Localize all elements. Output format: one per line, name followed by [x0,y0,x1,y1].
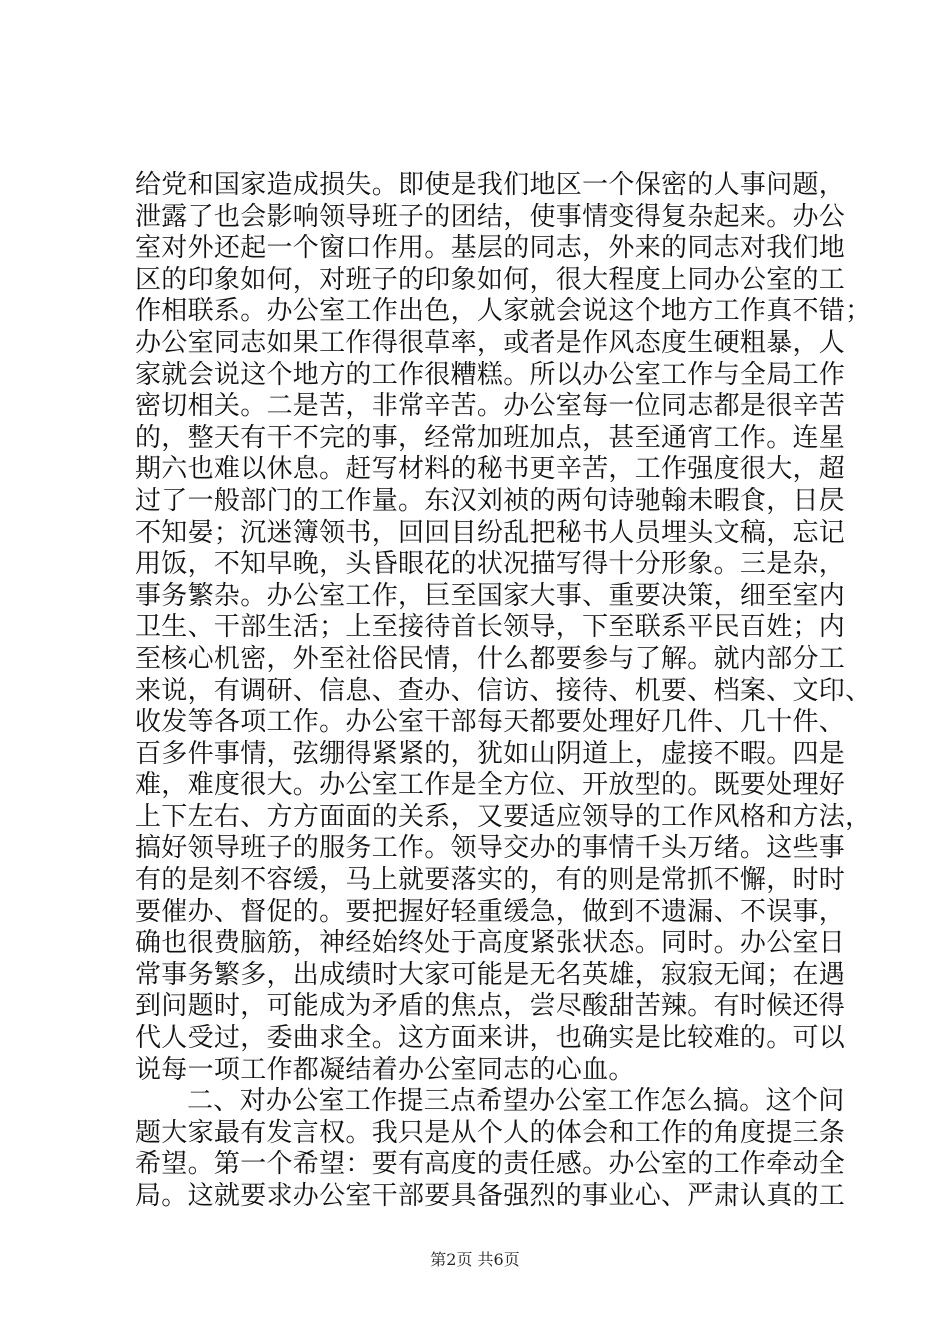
text-line: 来说，有调研、信息、查办、信访、接待、机要、档案、文印、 [135,675,872,706]
text-line: 希望。第一个希望：要有高度的责任感。办公室的工作牵动全 [135,1149,846,1180]
text-line: 要催办、督促的。要把握好轻重缓急，做到不遗漏、不误事， [135,896,846,927]
page-footer: 第2页 共6页 [430,1250,520,1269]
text-line: 过了一般部门的工作量。东汉刘祯的两句诗驰翰未暇食，日昃 [135,485,846,516]
text-line: 区的印象如何，对班子的印象如何，很大程度上同办公室的工 [135,264,846,295]
text-line: 办公室同志如果工作得很草率，或者是作风态度生硬粗暴，人 [135,327,846,358]
text-line: 家就会说这个地方的工作很糟糕。所以办公室工作与全局工作 [135,359,846,390]
text-line: 常事务繁多，出成绩时大家可能是无名英雄，寂寂无闻；在遇 [135,959,846,990]
text-line: 作相联系。办公室工作出色，人家就会说这个地方工作真不错； [135,296,872,327]
document-body [135,170,872,1213]
text-line: 局。这就要求办公室干部要具备强烈的事业心、严肃认真的工 [135,1181,846,1211]
text-line: 用饭，不知早晚，头昏眼花的状况描写得十分形象。三是杂， [135,549,846,580]
text-line: 期六也难以休息。赶写材料的秘书更辛苦，工作强度很大，超 [135,454,846,485]
text-line: 卫生、干部生活；上至接待首长领导，下至联系平民百姓；内 [135,612,846,643]
text-line: 确也很费脑筋，神经始终处于高度紧张状态。同时。办公室日 [135,928,846,959]
text-line: 不知晏；沉迷簿领书，回回目纷乱把秘书人员埋头文稿，忘记 [135,517,846,548]
text-line: 至核心机密，外至社俗民情，什么都要参与了解。就内部分工 [135,643,846,674]
text-line: 百多件事情，弦绷得紧紧的，犹如山阴道上，虚接不暇。四是 [135,738,846,769]
text-line: 说每一项工作都凝结着办公室同志的心血。 [135,1054,635,1085]
text-line: 上下左右、方方面面的关系，又要适应领导的工作风格和方法， [135,801,872,832]
text-line: 的，整天有干不完的事，经常加班加点，甚至通宵工作。连星 [135,422,846,453]
text-line: 到问题时，可能成为矛盾的焦点，尝尽酸甜苦辣。有时候还得 [135,991,846,1022]
text-line: 二、对办公室工作提三点希望办公室工作怎么搞。这个问 [187,1086,845,1117]
text-line: 难，难度很大。办公室工作是全方位、开放型的。既要处理好 [135,770,846,801]
text-line: 事务繁杂。办公室工作，巨至国家大事、重要决策，细至室内 [135,580,846,611]
text-line: 给党和国家造成损失。即使是我们地区一个保密的人事问题， [135,170,846,200]
text-line: 密切相关。二是苦，非常辛苦。办公室每一位同志都是很辛苦 [135,391,846,422]
text-line: 收发等各项工作。办公室干部每天都要处理好几件、几十件、 [135,707,846,738]
text-line: 题大家最有发言权。我只是从个人的体会和工作的角度提三条 [135,1117,846,1148]
text-line: 泄露了也会影响领导班子的团结，使事情变得复杂起来。办公 [135,201,846,232]
text-line: 搞好领导班子的服务工作。领导交办的事情千头万绪。这些事 [135,833,846,864]
text-line: 室对外还起一个窗口作用。基层的同志，外来的同志对我们地 [135,233,846,264]
text-line: 代人受过，委曲求全。这方面来讲，也确实是比较难的。可以 [135,1023,846,1054]
text-line: 有的是刻不容缓，马上就要落实的，有的则是常抓不懈，时时 [135,865,846,896]
